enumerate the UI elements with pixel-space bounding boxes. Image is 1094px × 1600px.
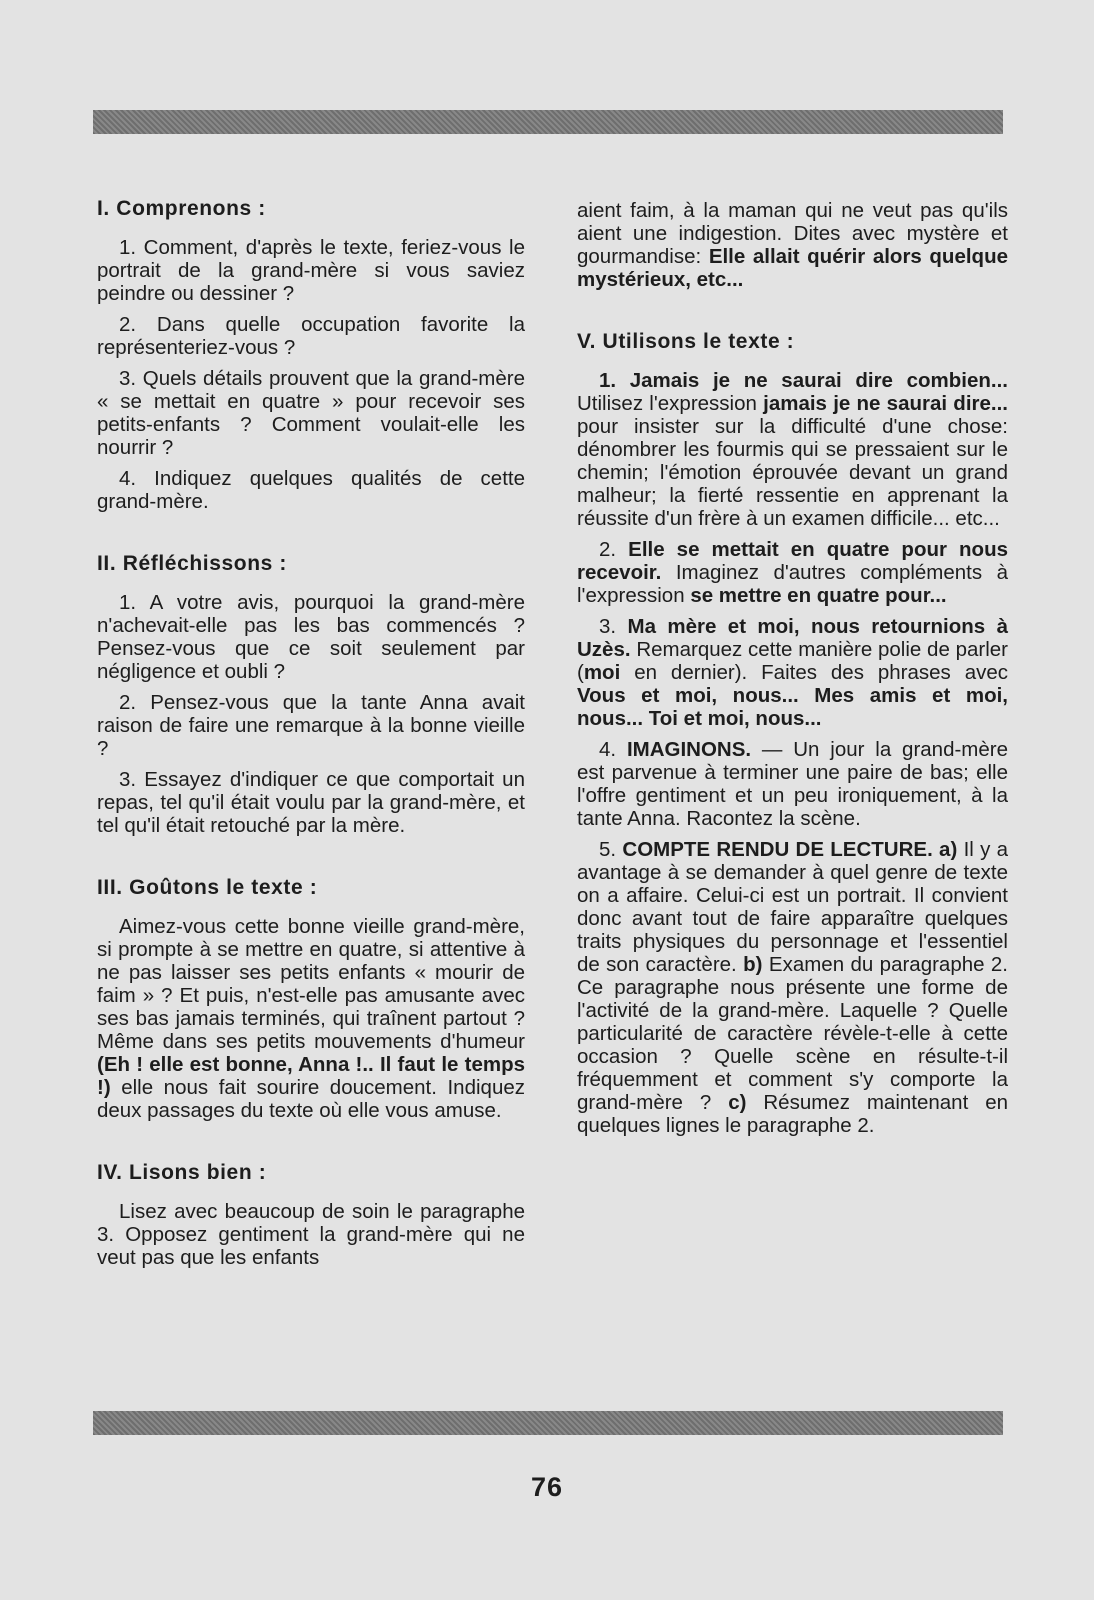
question-2-3: 3. Essayez d'indiquer ce que comportait un repas, tel qu'il était voulu par la grand-mère, et tel qu'il était retouché par la mère. <box>97 768 525 837</box>
heading-comprenons: I. Comprenons : <box>97 197 266 220</box>
bottom-rule <box>93 1411 1003 1435</box>
question-1-4: 4. Indiquez quelques qualités de cette grand-mère. <box>97 467 525 513</box>
question-1-2: 2. Dans quelle occupation favorite la représenteriez-vous ? <box>97 313 525 359</box>
heading-reflechissons: II. Réfléchissons : <box>97 552 287 575</box>
question-2-1: 1. A votre avis, pourquoi la grand-mère n'achevait-elle pas les bas commencés ? Pensez-vous que ce soit seulement par négligence et oubli ? <box>97 591 525 683</box>
question-5-2: 2. Elle se mettait en quatre pour nous recevoir. Imaginez d'autres compléments à l'expression se mettre en quatre pour... <box>577 538 1008 607</box>
question-5-1: 1. Jamais je ne saurai dire combien... Utilisez l'expression jamais je ne saurai dire... pour insister sur la difficulté d'une chose: dénombrer les fourmis qui se pressaient sur le chemin; l'émotion éprouvée devant un grand malheur; la fierté ressentie en apprenant la réussite d'un frère à un examen difficile... etc... <box>577 369 1008 530</box>
question-2-2: 2. Pensez-vous que la tante Anna avait raison de faire une remarque à la bonne vieille ? <box>97 691 525 760</box>
question-1-1: 1. Comment, d'après le texte, feriez-vous le portrait de la grand-mère si vous saviez peindre ou dessiner ? <box>97 236 525 305</box>
question-5-5: 5. COMPTE RENDU DE LECTURE. a) Il y a avantage à se demander à quel genre de texte on a affaire. Celui-ci est un portrait. Il convient donc avant tout de faire apparaître quelques traits physiques du personnage et l'essentiel de son caractère. b) Examen du paragraphe 2. Ce paragraphe nous présente une forme de l'activité de la grand-mère. Laquelle ? Quelle particularité de caractère révèle-t-elle à cette occasion ? Quelle scène en résulte-t-il fréquemment et comment s'y comporte la grand-mère ? c) Résumez maintenant en quelques lignes le paragraphe 2. <box>577 838 1009 1137</box>
right-column <box>577 199 1008 1145</box>
paragraph-continuation: aient faim, à la maman qui ne veut pas qu'ils aient une indigestion. Dites avec mystère et gourmandise: Elle allait quérir alors quelque mystérieux, etc... <box>577 199 1008 291</box>
left-column <box>97 196 525 1277</box>
paragraph-goutons: Aimez-vous cette bonne vieille grand-mère, si prompte à se mettre en quatre, si attentive à ne pas laisser ses petits enfants « mourir de faim » ? Et puis, n'est-elle pas amusante avec ses bas jamais terminés, qui traînent partout ? Même dans ses petits mouvements d'humeur (Eh ! elle est bonne, Anna !.. Il faut le temps !) elle nous fait sourire doucement. Indiquez deux passages du texte où elle vous amuse. <box>97 915 525 1122</box>
heading-lisons: IV. Lisons bien : <box>97 1161 267 1184</box>
question-5-3: 3. Ma mère et moi, nous retournions à Uzès. Remarquez cette manière polie de parler (moi en dernier). Faites des phrases avec Vous et moi, nous... Mes amis et moi, nous... Toi et moi, nous... <box>577 615 1008 730</box>
top-rule <box>93 110 1003 134</box>
heading-goutons: III. Goûtons le texte : <box>97 876 318 899</box>
question-1-3: 3. Quels détails prouvent que la grand-mère « se mettait en quatre » pour recevoir ses petits-enfants ? Comment voulait-elle les nourrir ? <box>97 367 525 459</box>
page-number: 76 <box>530 1472 564 1502</box>
paragraph-lisons: Lisez avec beaucoup de soin le paragraphe 3. Opposez gentiment la grand-mère qui ne veut pas que les enfants <box>97 1200 525 1269</box>
heading-utilisons: V. Utilisons le texte : <box>577 330 795 353</box>
question-5-4: 4. IMAGINONS. — Un jour la grand-mère est parvenue à terminer une paire de bas; elle l'offre gentiment et un peu ironiquement, à la tante Anna. Racontez la scène. <box>577 738 1009 830</box>
